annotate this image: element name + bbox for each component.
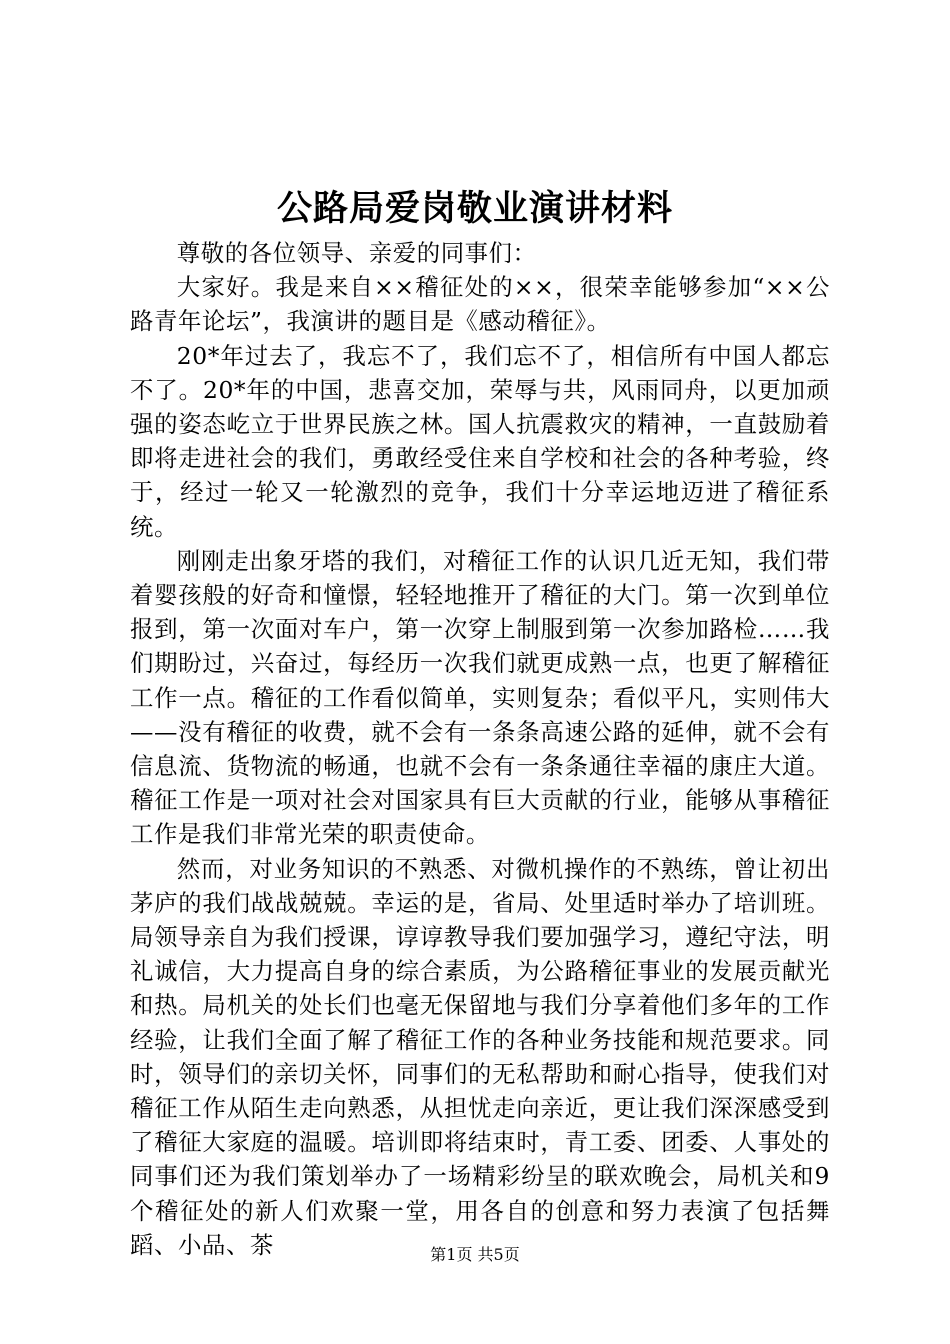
page-footer: 第1页 共5页 xyxy=(430,1245,520,1264)
document-title: 公路局爱岗敬业演讲材料 xyxy=(276,188,673,229)
paragraph-ivory-tower: 刚刚走出象牙塔的我们，对稽征工作的认识几近无知，我们带着婴孩般的好奇和憧憬，轻轻地推开了稽征的大门。第一次到单位报到，第一次面对车户，第一次穿上制服到第一次参加路检……我们期盼过，兴奋过，每经历一次我们就更成熟一点，也更了解稽征工作一点。稽征的工作看似简单，实则复杂；看似平凡，实则伟大——没有稽征的收费，就不会有一条条高速公路的延伸，就不会有信息流、货物流的畅通，也就不会有一条条通往幸福的康庄大道。稽征工作是一项对社会对国家具有巨大贡献的行业，能够从事稽征工作是我们非常光荣的职责使命。 xyxy=(130,546,830,849)
document-body xyxy=(130,236,830,1262)
paragraph-salutation: 尊敬的各位领导、亲爱的同事们： xyxy=(176,239,537,267)
paragraph-year: 20*年过去了，我忘不了，我们忘不了，相信所有中国人都忘不了。20*年的中国，悲喜交加，荣辱与共，风雨同舟，以更加顽强的姿态屹立于世界民族之林。国人抗震救灾的精神，一直鼓励着即将走进社会的我们，勇敢经受住来自学校和社会的各种考验，终于，经过一轮又一轮激烈的竞争，我们十分幸运地迈进了稽征系统。 xyxy=(130,341,830,541)
paragraph-training: 然而，对业务知识的不熟悉、对微机操作的不熟练，曾让初出茅庐的我们战战兢兢。幸运的是，省局、处里适时举办了培训班。局领导亲自为我们授课，谆谆教导我们要加强学习，遵纪守法，明礼诚信，大力提高自身的综合素质，为公路稽征事业的发展贡献光和热。局机关的处长们也毫无保留地与我们分享着他们多年的工作经验，让我们全面了解了稽征工作的各种业务技能和规范要求。同时，领导们的亲切关怀，同事们的无私帮助和耐心指导，使我们对稽征工作从陌生走向熟悉，从担忧走向亲近，更让我们深深感受到了稽征大家庭的温暖。培训即将结束时，青工委、团委、人事处的同事们还为我们策划举办了一场精彩纷呈的联欢晚会，局机关和9个稽征处的新人们欢聚一堂，用各自的创意和努力表演了包括舞蹈、小品、茶 xyxy=(130,854,830,1259)
paragraph-greeting: 大家好。我是来自××稽征处的××，很荣幸能够参加“××公路青年论坛”，我演讲的题目是《感动稽征》。 xyxy=(130,273,830,336)
